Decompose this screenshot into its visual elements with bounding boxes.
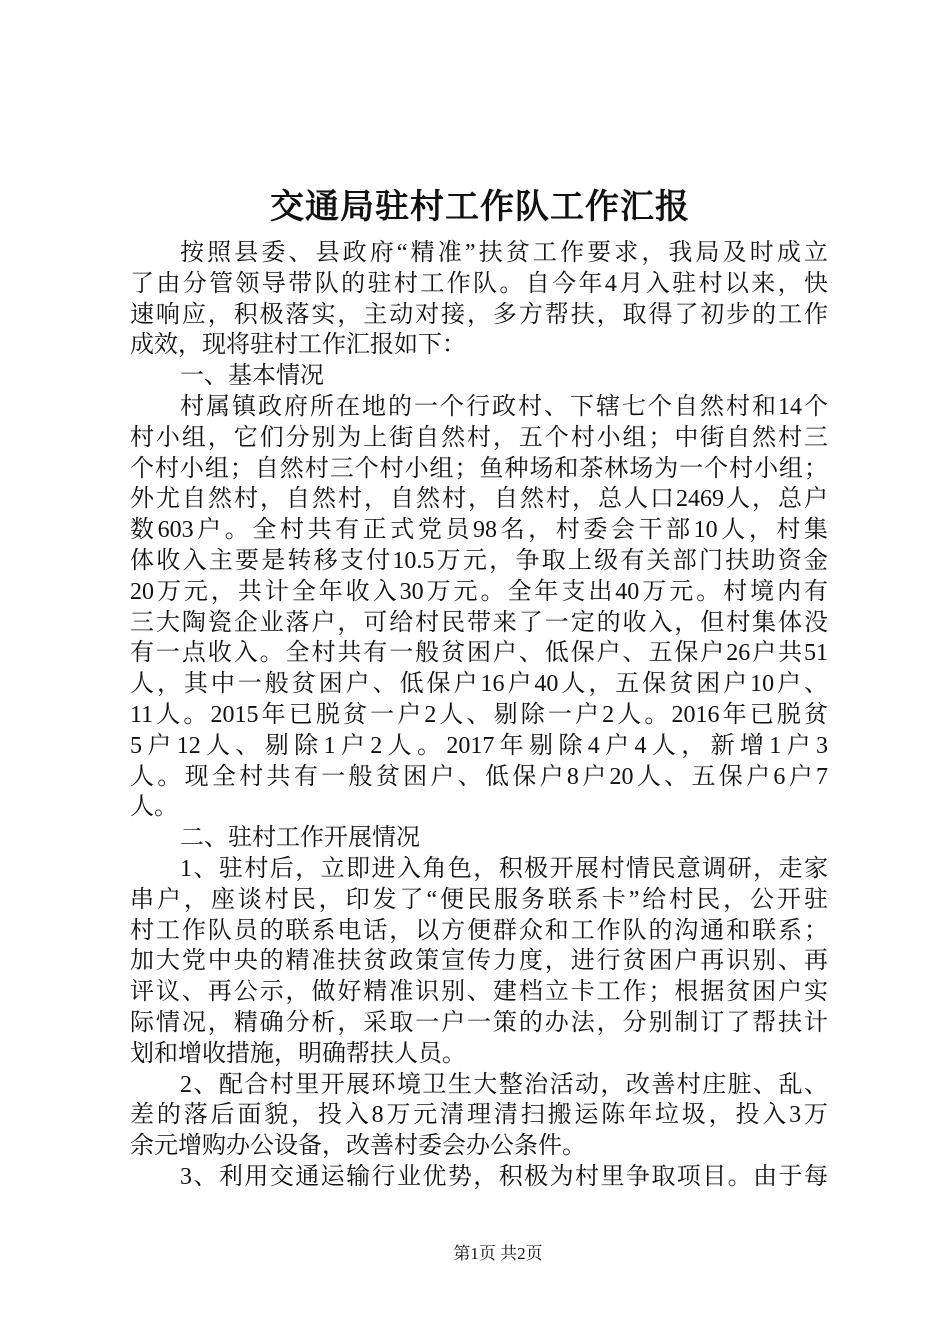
paragraph-line: 有一点收入。全村共有一般贫困户、低保户、五保户26户共51 [130,640,828,667]
paragraph-line: 人。 [130,794,178,821]
paragraph-line: 5户12人、剔除1户2人。2017年剔除4户4人，新增1户3 [130,732,828,759]
paragraph [130,854,828,1070]
paragraph-line: 2、配合村里开展环境卫生大整治活动，改善村庄脏、乱、 [180,1071,828,1098]
paragraph-line: 村小组，它们分别为上街自然村，五个村小组；中街自然村三 [130,424,828,451]
paragraph-line: 人。现全村共有一般贫困户、低保户8户20人、五保户6户7 [130,763,828,790]
paragraph-line: 划和增收措施，明确帮扶人员。 [130,1040,466,1067]
paragraph-line: 个村小组；自然村三个村小组；鱼种场和茶林场为一个村小组； [130,455,828,482]
paragraph-line: 11人。2015年已脱贫一户2人、剔除一户2人。2016年已脱贫 [130,701,828,728]
paragraph-line: 差的落后面貌，投入8万元清理清扫搬运陈年垃圾，投入3万 [130,1102,828,1129]
paragraph-line: 余元增购办公设备，改善村委会办公条件。 [130,1133,586,1160]
paragraph-line: 速响应，积极落实，主动对接，多方帮扶，取得了初步的工作 [130,301,828,328]
paragraph-line: 一、基本情况 [180,363,324,390]
paragraph-line: 加大党中央的精准扶贫政策宣传力度，进行贫困户再识别、再 [130,948,828,975]
paragraph [130,823,828,854]
paragraph-line: 评议、再公示，做好精准识别、建档立卡工作；根据贫困户实 [130,979,828,1006]
paragraph-line: 外尤自然村，自然村，自然村，自然村，总人口2469人，总户 [130,486,828,513]
paragraph [130,361,828,392]
paragraph-line: 村工作队员的联系电话，以方便群众和工作队的沟通和联系； [130,917,828,944]
paragraph-line: 成效，现将驻村工作汇报如下： [130,332,466,359]
paragraph [130,392,828,823]
paragraph-line: 二、驻村工作开展情况 [180,825,420,852]
paragraph-line: 体收入主要是转移支付10.5万元，争取上级有关部门扶助资金 [130,547,828,574]
page-number-footer: 第1页 共2页 [453,1244,543,1263]
paragraph-line: 数603户。全村共有正式党员98名，村委会干部10人，村集 [130,517,828,544]
paragraph-line: 了由分管领导带队的驻村工作队。自今年4月入驻村以来，快 [130,270,828,297]
paragraph-line: 串户，座谈村民，印发了“便民服务联系卡”给村民，公开驻 [130,886,828,913]
paragraph [130,1162,828,1193]
paragraph [130,238,828,361]
paragraph-line: 20万元，共计全年收入30万元。全年支出40万元。村境内有 [130,578,828,605]
paragraph-line: 按照县委、县政府“精准”扶贫工作要求，我局及时成立 [180,240,828,266]
document-body [130,238,828,1193]
document-title: 交通局驻村工作队工作汇报 [270,189,690,226]
paragraph-line: 际情况，精确分析，采取一户一策的办法，分别制订了帮扶计 [130,1009,828,1036]
paragraph-line: 人，其中一般贫困户、低保户16户40人，五保贫困户10户、 [130,671,828,698]
paragraph [130,1070,828,1162]
paragraph-line: 村属镇政府所在地的一个行政村、下辖七个自然村和14个 [180,393,828,420]
paragraph-line: 1、驻村后，立即进入角色，积极开展村情民意调研，走家 [180,855,828,882]
paragraph-line: 3、利用交通运输行业优势，积极为村里争取项目。由于每 [180,1163,828,1190]
paragraph-line: 三大陶瓷企业落户，可给村民带来了一定的收入，但村集体没 [130,609,828,636]
